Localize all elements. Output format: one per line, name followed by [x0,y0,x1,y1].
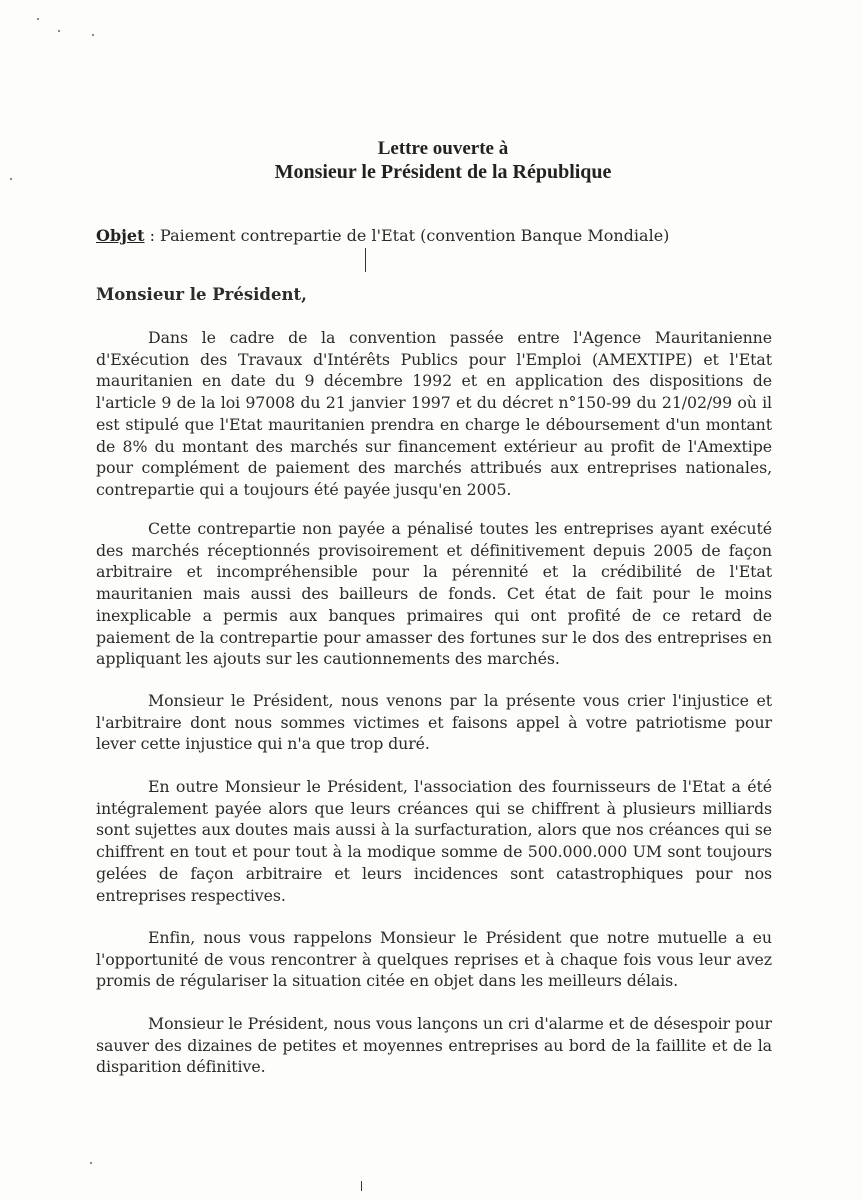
body-paragraph: Monsieur le Président, nous venons par la présente vous crier l'injustice et l'arbitraire dont nous sommes victimes et faisons appel à votre patriotisme pour lever cette injustice qui n'a que trop duré. [96,691,772,754]
body-paragraph: Monsieur le Président, nous vous lançons un cri d'alarme et de désespoir pour sauver des dizaines de petites et moyennes entreprises au bord de la faillite et de la disparition définitive. [96,1014,772,1077]
scan-speck [92,34,94,36]
scan-mark [365,248,366,272]
body-paragraph: En outre Monsieur le Président, l'association des fournisseurs de l'Etat a été intégralement payée alors que leurs créances qui se chiffrent à plusieurs milliards sont sujettes aux doutes mais aussi à la surfacturation, alors que nos créances qui se chiffrent en tout et pour tout à la modique somme de 500.000.000 UM sont toujours gelées de façon arbitraire et leurs incidences sont catastrophiques pour nos entreprises respectives. [96,777,772,905]
salutation: Monsieur le Président, [96,285,307,304]
subject-label: Objet [96,226,145,245]
scan-speck [58,30,60,32]
scan-speck [90,1162,92,1164]
body-paragraph: Dans le cadre de la convention passée entre l'Agence Mauritanienne d'Exécution des Travaux d'Intérêts Publics pour l'Emploi (AMEXTIPE) et l'Etat mauritanien en date du 9 décembre 1992 et en application des dispositions de l'article 9 de la loi 97008 du 21 janvier 1997 et du décret n°150-99 du 21/02/99 où il est stipulé que l'Etat mauritanien prendra en charge le déboursement d'un montant de 8% du montant des marchés sur financement extérieur au profit de l'Amextipe pour complément de paiement des marchés attribués aux entreprises nationales, contrepartie qui a toujours été payée jusqu'en 2005. [96,328,772,499]
subject-text: : Paiement contrepartie de l'Etat (convention Banque Mondiale) [144,226,670,245]
letter-title-line2: Monsieur le Président de la République [274,161,612,183]
body-paragraph: Enfin, nous vous rappelons Monsieur le Président que notre mutuelle a eu l'opportunité de vous rencontrer à quelques reprises et à chaque fois vous leur avez promis de régulariser la situation citée en objet dans les meilleurs délais. [96,928,772,991]
letter-title-line1: Lettre ouverte à [377,138,509,159]
subject-line [96,226,776,245]
page-number-mark [361,1181,362,1191]
scan-speck [37,18,39,20]
body-paragraph: Cette contrepartie non payée a pénalisé toutes les entreprises ayant exécuté des marchés réceptionnés provisoirement et définitivement depuis 2005 de façon arbitraire et incompréhensible pour la pérennité et la crédibilité de l'Etat mauritanien mais aussi des bailleurs de fonds. Cet état de fait pour le moins inexplicable a permis aux banques primaires qui ont profité de ce retard de paiement de la contrepartie pour amasser des fortunes sur le dos des entreprises en appliquant les ajouts sur les cautionnements des marchés. [96,519,772,669]
